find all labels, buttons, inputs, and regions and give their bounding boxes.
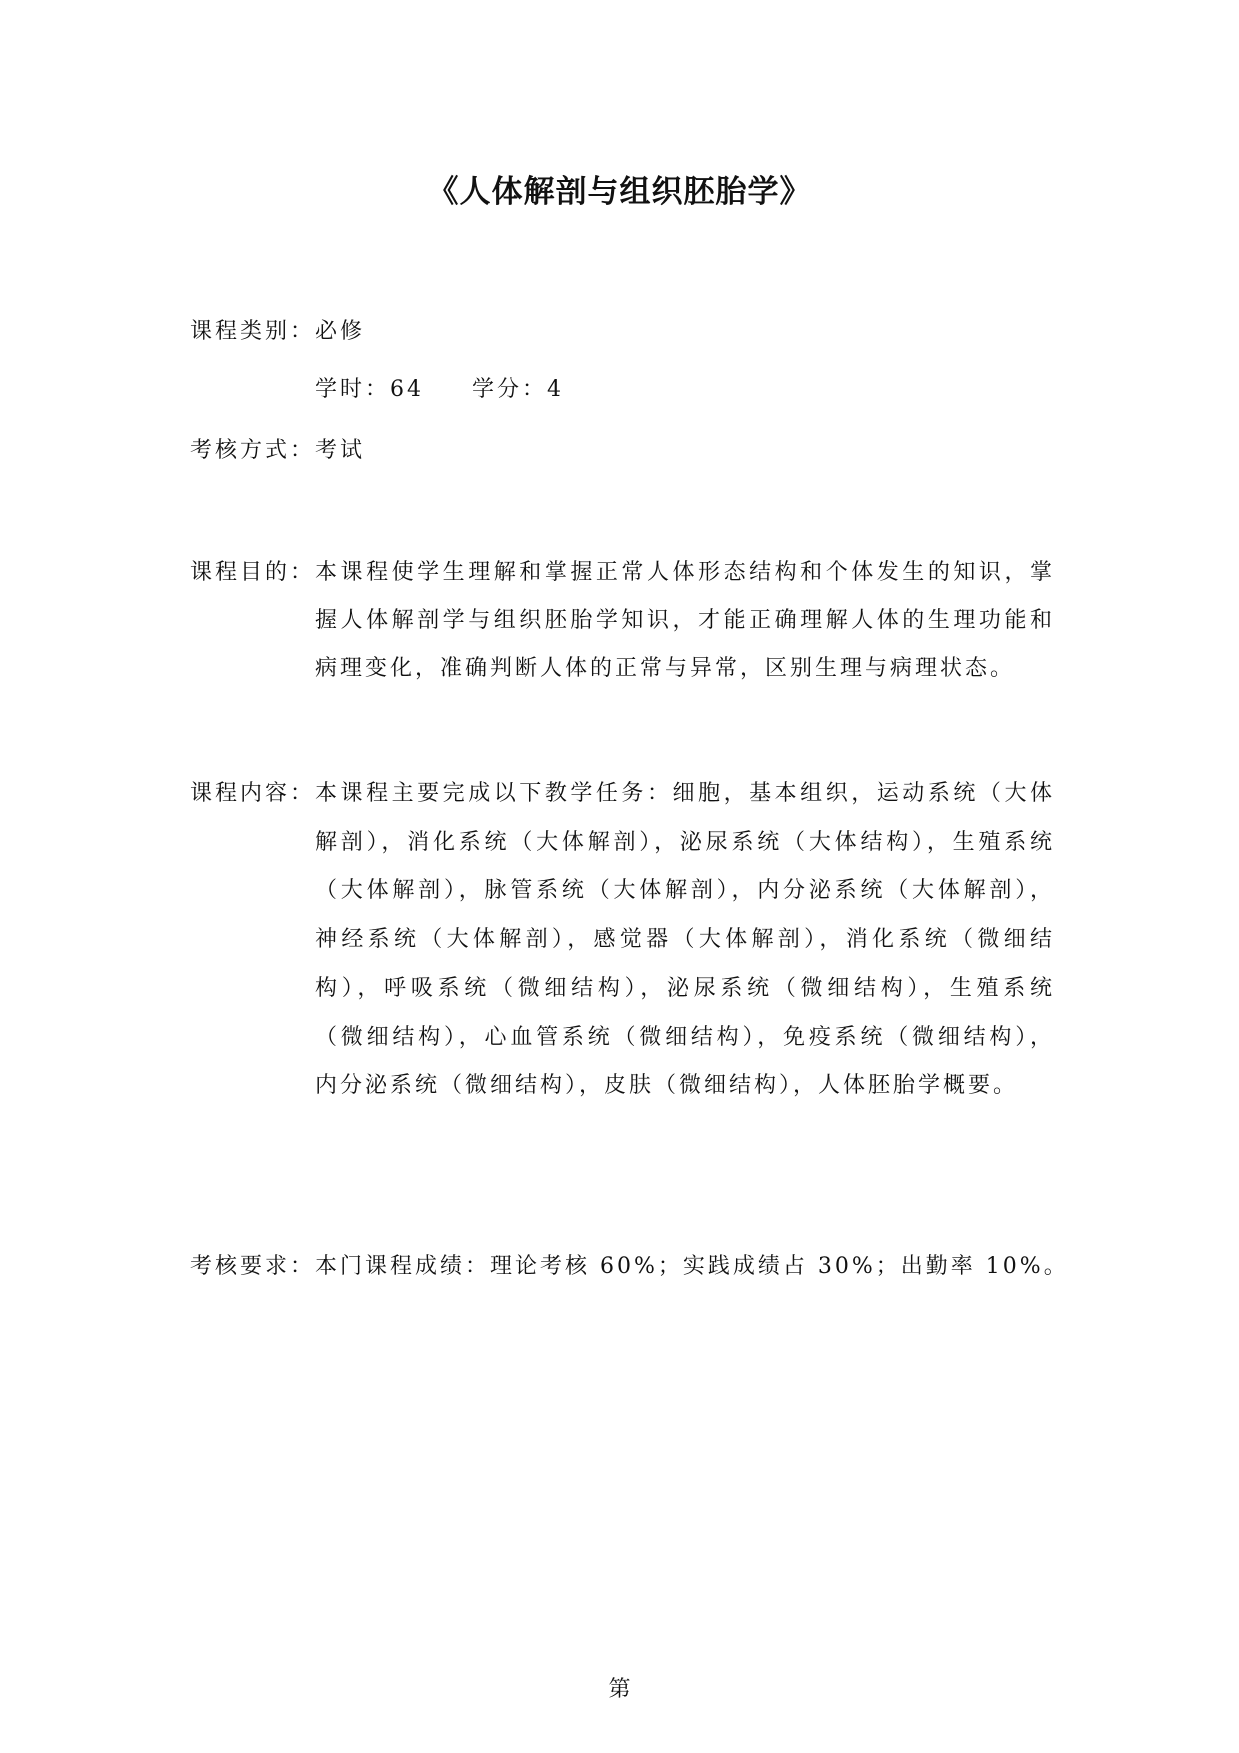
assessment-method-row <box>190 436 365 466</box>
course-purpose-label: 课程目的： <box>190 560 316 585</box>
course-content-text: 本课程主要完成以下教学任务：细胞，基本组织，运动系统（大体解剖），消化系统（大体解剖），泌尿系统（大体结构），生殖系统（大体解剖），脉管系统（大体解剖），内分泌系统（大体解剖），神经系统（大体解剖），感觉器（大体解剖），消化系统（微细结构），呼吸系统（微细结构），泌尿系统（微细结构），生殖系统（微细结构），心血管系统（微细结构），免疫系统（微细结构），内分泌系统（微细结构），皮肤（微细结构），人体胚胎学概要。 <box>315 781 1055 1099</box>
course-category-row <box>190 317 365 347</box>
page-footer: 第 <box>608 1677 631 1702</box>
page-title: 《人体解剖与组织胚胎学》 <box>427 174 812 210</box>
course-content-label: 课程内容： <box>190 781 316 806</box>
course-category-value: 必修 <box>315 319 366 344</box>
assessment-method-label: 考核方式： <box>190 438 316 463</box>
credits-value: 4 <box>547 377 565 402</box>
assessment-requirements-row <box>190 1252 1069 1282</box>
assessment-requirements-value: 本门课程成绩：理论考核 60%；实践成绩占 30%；出勤率 10%。 <box>315 1254 1069 1279</box>
credits-label: 学分： <box>472 377 548 402</box>
course-category-label: 课程类别： <box>190 319 316 344</box>
hours-value: 64 <box>390 377 425 402</box>
assessment-requirements-label: 考核要求： <box>190 1254 316 1279</box>
hours-label: 学时： <box>315 377 391 402</box>
course-purpose-text: 本课程使学生理解和掌握正常人体形态结构和个体发生的知识，掌握人体解剖学与组织胚胎学知识，才能正确理解人体的生理功能和病理变化，准确判断人体的正常与异常，区别生理与病理状态。 <box>315 560 1055 681</box>
hours-credits-row <box>315 375 564 405</box>
assessment-method-value: 考试 <box>315 438 366 463</box>
